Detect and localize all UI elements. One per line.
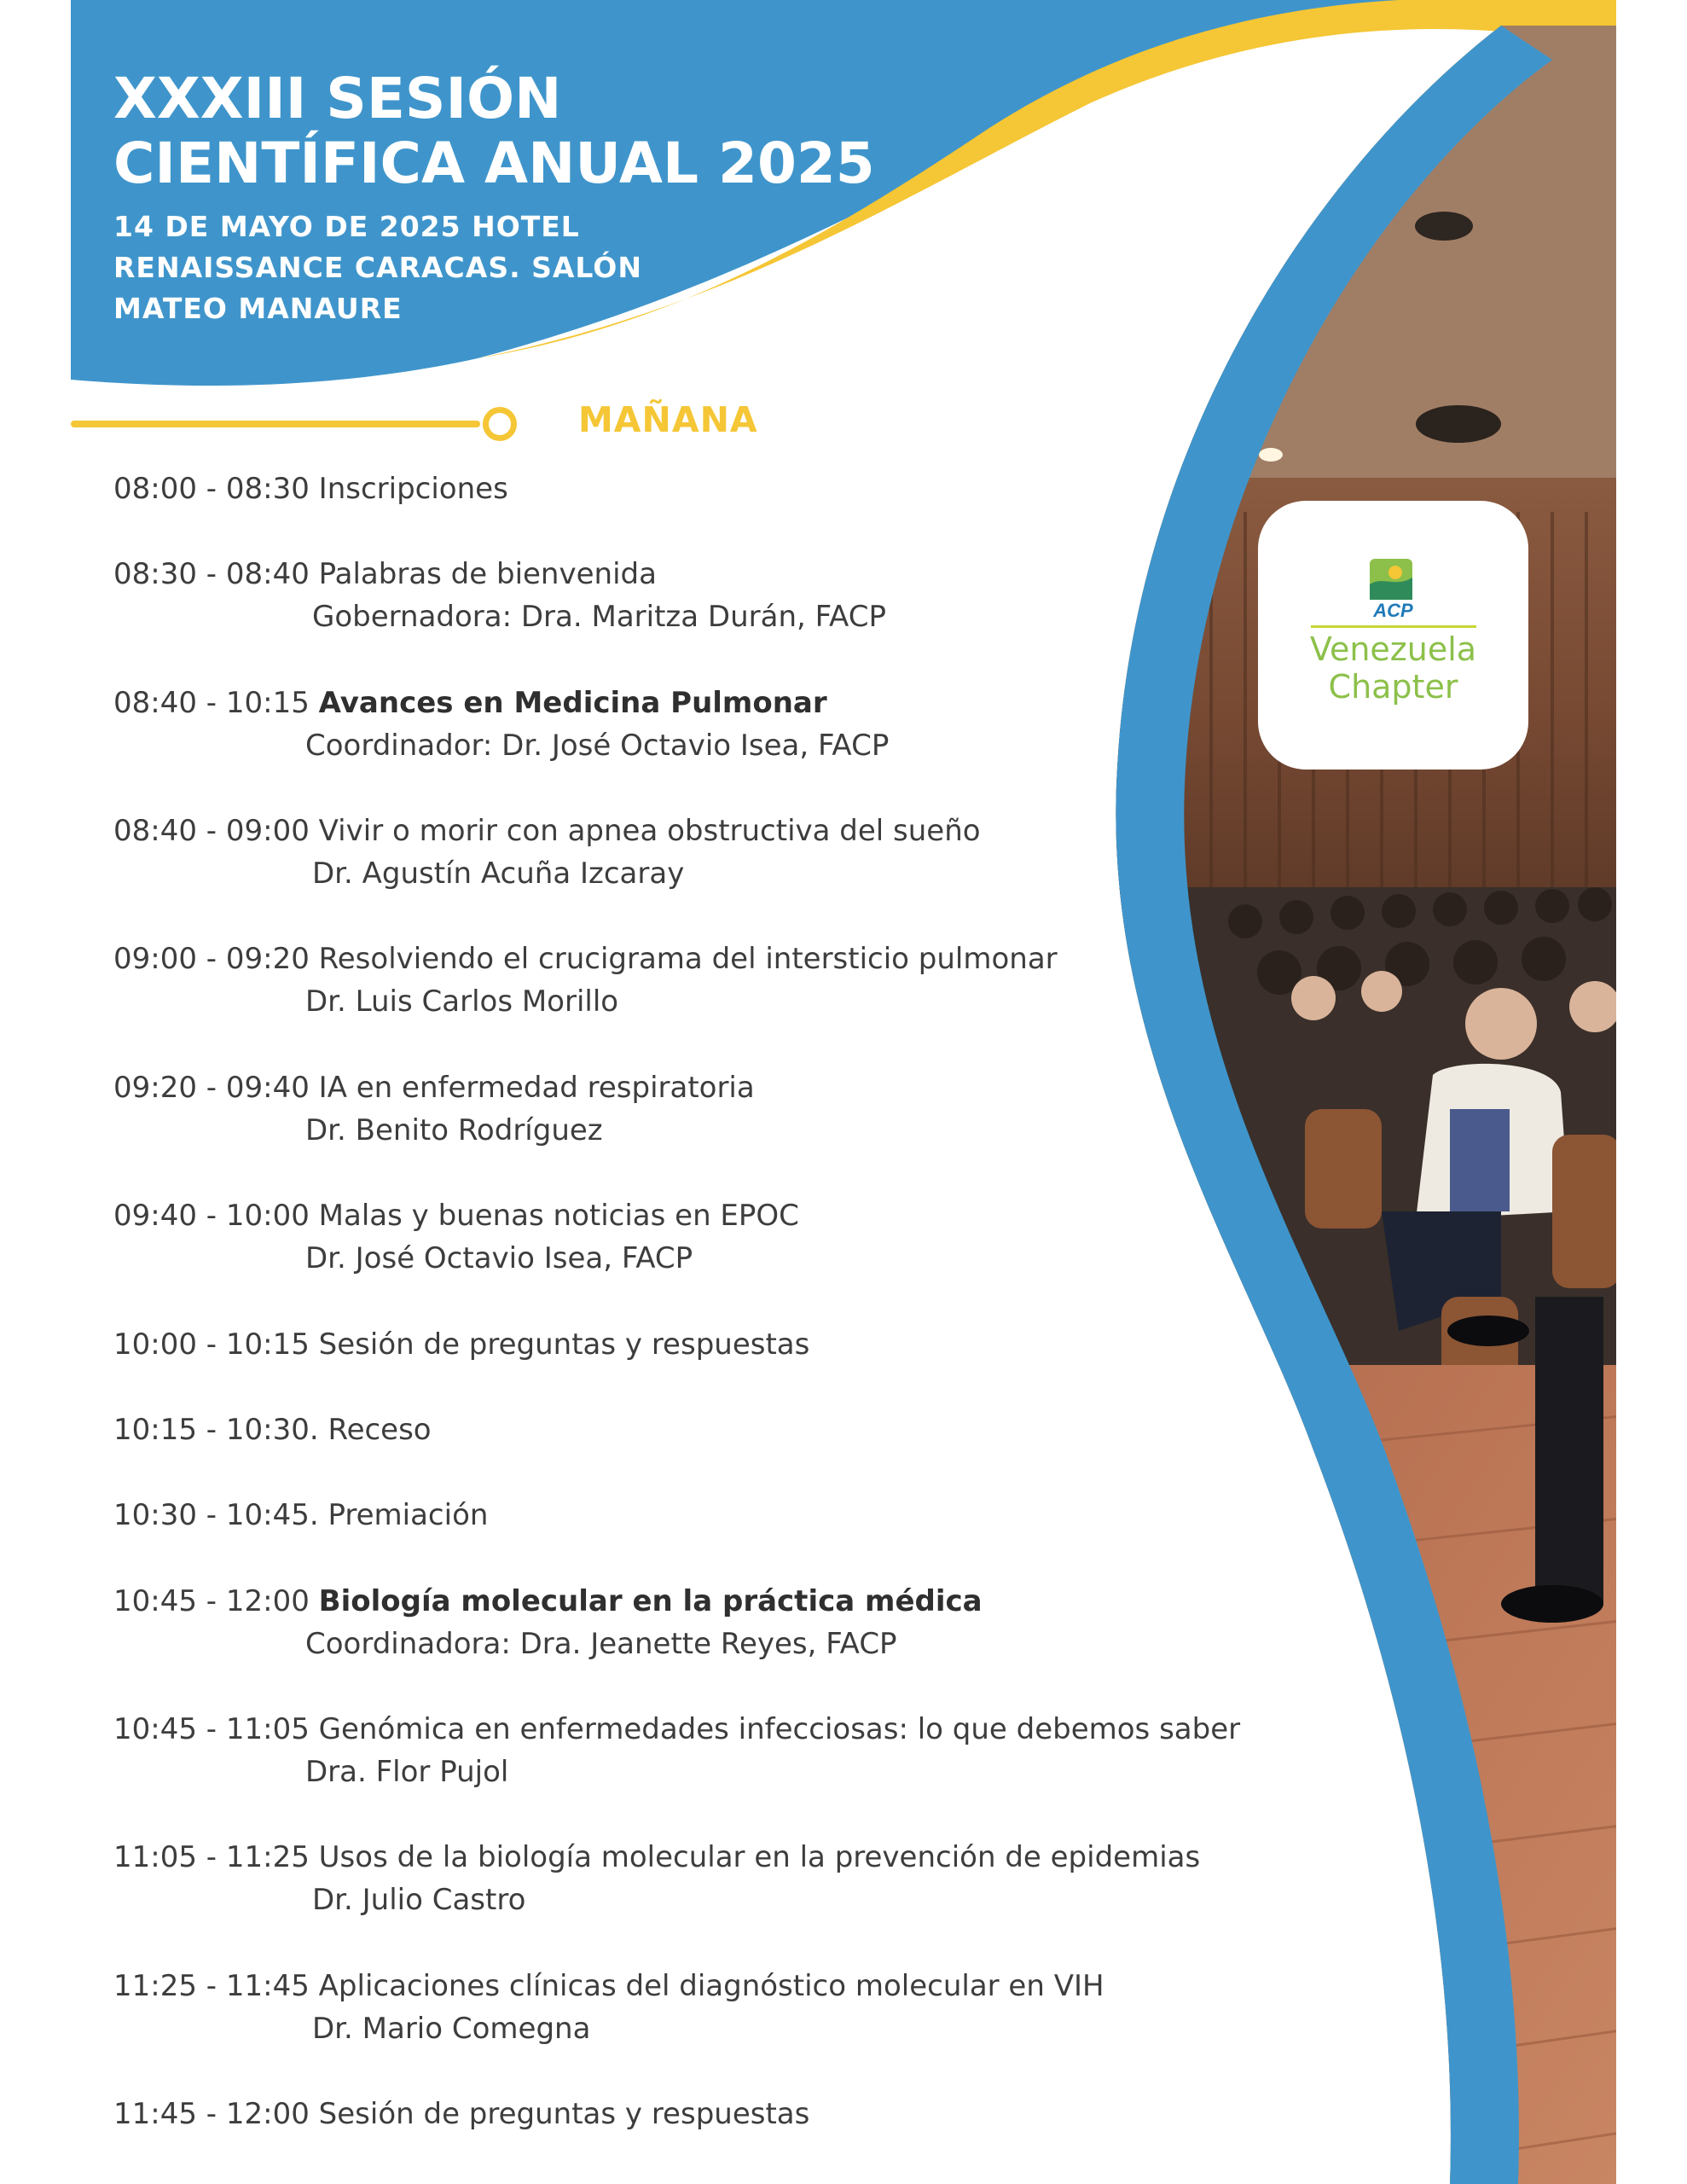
schedule-speaker: Dr. Agustín Acuña Izcaray (312, 857, 685, 891)
schedule-title: Premiación (328, 1498, 489, 1532)
schedule-title: Malas y buenas noticias en EPOC (318, 1199, 799, 1233)
acp-emblem-icon (1370, 559, 1412, 600)
schedule-time: 11:25 - 11:45 (113, 1969, 310, 2003)
schedule-item (113, 1066, 755, 1152)
event-subtitle-line1: 14 DE MAYO DE 2025 HOTEL (113, 210, 580, 243)
acp-logo-card (1258, 501, 1528, 770)
schedule-speaker: Coordinador: Dr. José Octavio Isea, FACP (305, 729, 890, 763)
schedule-item-line (113, 1066, 755, 1109)
section-divider-line (71, 421, 480, 427)
schedule-block-title: Biología molecular en la práctica médica (318, 1584, 983, 1618)
logo-chapter-text: Chapter (1328, 668, 1458, 706)
schedule-speaker: Dr. Benito Rodríguez (305, 1113, 603, 1147)
schedule-title: Usos de la biología molecular en la prevención de epidemias (318, 1840, 1201, 1874)
event-subtitle-line3: MATEO MANAURE (113, 292, 403, 325)
schedule-title: Palabras de bienvenida (318, 557, 657, 591)
schedule-item-line (113, 1409, 432, 1451)
schedule-item-line (113, 938, 1058, 980)
schedule-item-line (113, 682, 889, 724)
schedule-item-line (113, 2093, 809, 2135)
event-subtitle-line2: RENAISSANCE CARACAS. SALÓN (113, 251, 642, 284)
section-divider-dot (483, 407, 517, 441)
schedule-item-line (113, 1323, 809, 1366)
schedule-item (113, 1494, 488, 1536)
schedule-item-line (113, 1836, 1200, 1879)
schedule-time: 11:05 - 11:25 (113, 1840, 310, 1874)
schedule-time: 09:00 - 09:20 (113, 942, 310, 976)
schedule-time: 08:30 - 08:40 (113, 557, 310, 591)
schedule-item-line (113, 810, 981, 852)
schedule-item-line (113, 1965, 1104, 2007)
schedule-speaker: Dr. José Octavio Isea, FACP (305, 1241, 693, 1275)
schedule-item-line (113, 1708, 1240, 1751)
schedule-title: Sesión de preguntas y respuestas (318, 2097, 810, 2131)
schedule-item (113, 1409, 432, 1451)
schedule-item (113, 1580, 983, 1665)
schedule-item-line (113, 468, 508, 510)
schedule-title: Genómica en enfermedades infecciosas: lo que debemos saber (318, 1712, 1241, 1746)
schedule-item-line (113, 1494, 488, 1536)
schedule-item (113, 2093, 809, 2135)
schedule-item (113, 682, 889, 767)
schedule-title: Sesión de preguntas y respuestas (318, 1327, 810, 1362)
schedule-title: Resolviendo el crucigrama del intersticio pulmonar (318, 942, 1058, 976)
schedule-speaker: Dr. Luis Carlos Morillo (305, 985, 619, 1019)
schedule-time: 09:20 - 09:40 (113, 1071, 310, 1105)
schedule-item (113, 553, 886, 638)
schedule-item (113, 938, 1058, 1023)
schedule-time: 11:45 - 12:00 (113, 2097, 310, 2131)
schedule-title: Aplicaciones clínicas del diagnóstico molecular en VIH (318, 1969, 1104, 2003)
logo-divider (1311, 625, 1476, 628)
logo-venezuela-text: Venezuela (1309, 630, 1477, 668)
schedule-item (113, 1323, 809, 1366)
schedule-item-line (113, 553, 886, 595)
schedule-speaker: Dr. Julio Castro (312, 1883, 526, 1917)
schedule-time: 10:30 - 10:45. (113, 1498, 319, 1532)
schedule-item-line (113, 1194, 799, 1237)
schedule-time: 08:00 - 08:30 (113, 472, 310, 506)
event-subtitle (113, 206, 875, 329)
schedule-time: 09:40 - 10:00 (113, 1199, 310, 1233)
schedule-item (113, 810, 981, 895)
section-title: MAÑANA (578, 399, 758, 440)
schedule-item-line (113, 1580, 983, 1623)
schedule-item (113, 1708, 1240, 1793)
header (113, 67, 875, 329)
schedule-speaker: Dra. Flor Pujol (305, 1755, 509, 1789)
schedule-block-title: Avances en Medicina Pulmonar (318, 686, 827, 720)
schedule-item (113, 1194, 799, 1280)
schedule-time: 08:40 - 09:00 (113, 814, 310, 848)
acp-logo-text: ACP (1373, 600, 1413, 621)
schedule-title: Vivir o morir con apnea obstructiva del sueño (318, 814, 981, 848)
schedule-title: Receso (328, 1413, 432, 1447)
event-title-line2: CIENTÍFICA ANUAL 2025 (113, 131, 875, 196)
schedule-title: IA en enfermedad respiratoria (318, 1071, 755, 1105)
schedule-title: Inscripciones (318, 472, 508, 506)
schedule-speaker: Gobernadora: Dra. Maritza Durán, FACP (312, 600, 886, 634)
schedule-time: 10:45 - 11:05 (113, 1712, 310, 1746)
schedule-item (113, 1836, 1200, 1921)
schedule-time: 10:00 - 10:15 (113, 1327, 310, 1362)
schedule-speaker: Dr. Mario Comegna (312, 2012, 591, 2046)
schedule-item (113, 1965, 1104, 2050)
schedule-time: 08:40 - 10:15 (113, 686, 310, 720)
event-title-line1: XXXIII SESIÓN (113, 66, 562, 131)
schedule-item (113, 468, 508, 510)
schedule-time: 10:15 - 10:30. (113, 1413, 319, 1447)
schedule-speaker: Coordinadora: Dra. Jeanette Reyes, FACP (305, 1627, 897, 1661)
schedule-time: 10:45 - 12:00 (113, 1584, 310, 1618)
